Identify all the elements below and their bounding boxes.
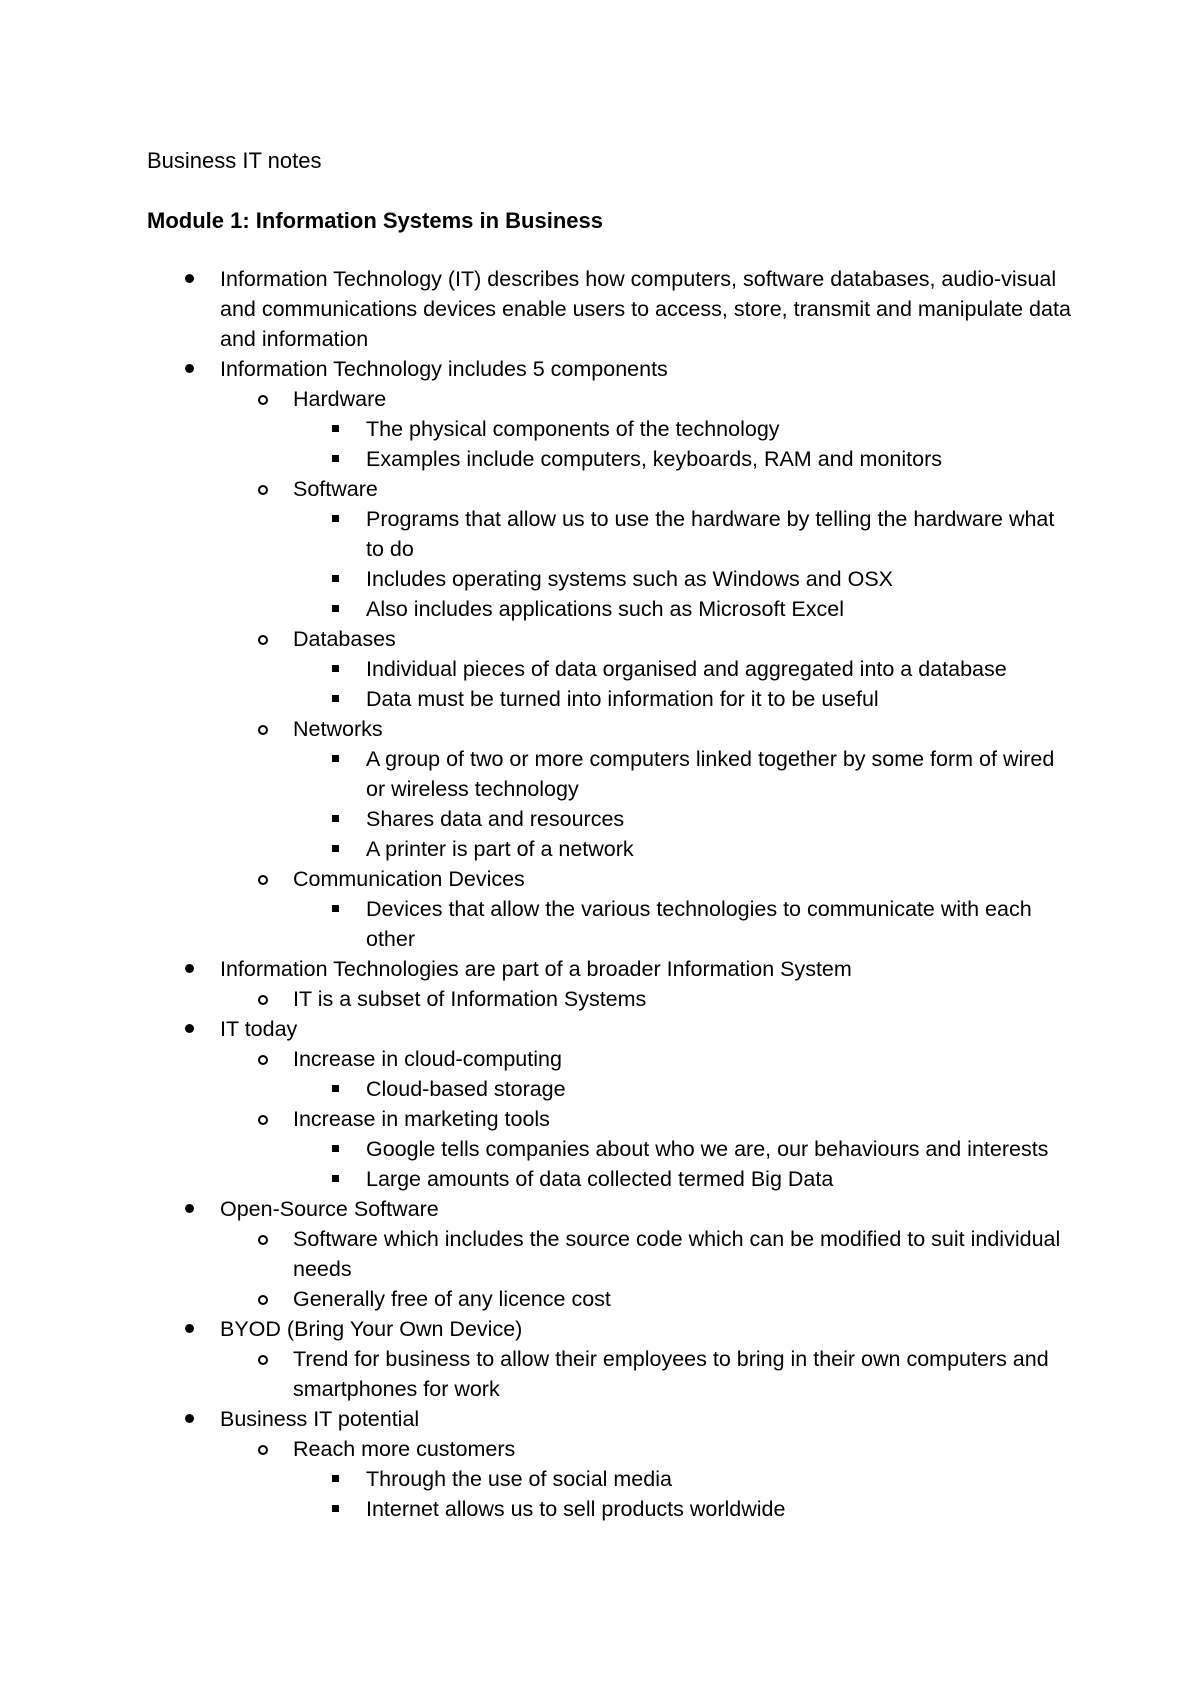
outline-item-level-3 [147,504,1077,564]
outline-item-level-1 [147,1404,1077,1434]
outline-item-text: Generally free of any licence cost [293,1287,611,1311]
outline-item-text: Communication Devices [293,867,525,891]
square-bullet-icon [328,564,348,594]
outline-item-level-2 [147,624,1077,654]
outline-item-text: Shares data and resources [366,807,625,831]
hollow-bullet-icon [255,864,275,894]
outline-item-level-1 [147,954,1077,984]
outline-item-text: Examples include computers, keyboards, RAM and monitors [366,447,942,471]
hollow-bullet-icon [255,1344,275,1374]
outline-item-text: Google tells companies about who we are, our behaviours and interests [366,1137,1049,1161]
outline-item-level-2 [147,474,1077,504]
outline-item-level-3 [147,1494,1077,1524]
outline-item-text: Data must be turned into information for it to be useful [366,687,879,711]
outline-item-text: Programs that allow us to use the hardware by telling the hardware what to do [366,507,1055,561]
hollow-bullet-icon [255,714,275,744]
outline-item-text: The physical components of the technology [366,417,780,441]
outline-item-text: Open-Source Software [220,1197,439,1221]
outline-item-level-2 [147,1434,1077,1464]
outline-item-level-1 [147,354,1077,384]
outline-item-level-3 [147,834,1077,864]
outline-item-text: Software which includes the source code which can be modified to suit individual needs [293,1227,1061,1281]
outline-item-text: Software [293,477,378,501]
outline-item-text: Devices that allow the various technologies to communicate with each other [366,897,1032,951]
outline-item-level-2 [147,984,1077,1014]
outline-item-level-2 [147,384,1077,414]
hollow-bullet-icon [255,1044,275,1074]
square-bullet-icon [328,444,348,474]
hollow-bullet-icon [255,1434,275,1464]
outline-item-text: Reach more customers [293,1437,516,1461]
outline-item-level-3 [147,444,1077,474]
filled-bullet-icon [182,1404,202,1434]
outline-item-level-3 [147,594,1077,624]
square-bullet-icon [328,1494,348,1524]
filled-bullet-icon [182,354,202,384]
outline-item-level-2 [147,1044,1077,1074]
hollow-bullet-icon [255,984,275,1014]
outline-item-level-2 [147,1284,1077,1314]
outline-item-text: Increase in marketing tools [293,1107,550,1131]
hollow-bullet-icon [255,384,275,414]
outline-item-level-3 [147,564,1077,594]
outline-item-level-3 [147,804,1077,834]
outline-item-text: A printer is part of a network [366,837,634,861]
outline-item-text: Information Technologies are part of a broader Information System [220,957,852,981]
hollow-bullet-icon [255,1224,275,1254]
outline-item-level-2 [147,1344,1077,1404]
outline-item-text: Individual pieces of data organised and aggregated into a database [366,657,1007,681]
outline-item-text: Also includes applications such as Microsoft Excel [366,597,844,621]
outline-item-text: Through the use of social media [366,1467,672,1491]
filled-bullet-icon [182,1014,202,1044]
outline-item-text: Includes operating systems such as Windows and OSX [366,567,894,591]
outline-item-level-3 [147,744,1077,804]
outline-item-level-3 [147,414,1077,444]
square-bullet-icon [328,654,348,684]
outline-item-text: Networks [293,717,383,741]
outline-item-text: Databases [293,627,396,651]
outline-item-text: Information Technology includes 5 components [220,357,668,381]
square-bullet-icon [328,1164,348,1194]
outline-item-level-3 [147,1134,1077,1164]
outline-item-level-2 [147,714,1077,744]
square-bullet-icon [328,1134,348,1164]
outline-item-text: Business IT potential [220,1407,420,1431]
outline-item-text: Hardware [293,387,387,411]
outline-item-text: Trend for business to allow their employees to bring in their own computers and smartphones for work [293,1347,1049,1401]
outline-item-text: Increase in cloud-computing [293,1047,562,1071]
outline-item-text: Internet allows us to sell products worldwide [366,1497,786,1521]
outline-item-level-1 [147,1314,1077,1344]
outline-item-level-3 [147,1074,1077,1104]
square-bullet-icon [328,834,348,864]
outline-item-text: IT is a subset of Information Systems [293,987,647,1011]
outline-item-level-1 [147,264,1077,354]
square-bullet-icon [328,414,348,444]
hollow-bullet-icon [255,624,275,654]
filled-bullet-icon [182,1194,202,1224]
square-bullet-icon [328,744,348,774]
outline-item-text: Large amounts of data collected termed Big Data [366,1167,834,1191]
document-title: Business IT notes [147,148,322,173]
square-bullet-icon [328,684,348,714]
hollow-bullet-icon [255,474,275,504]
outline-item-text: Information Technology (IT) describes how computers, software databases, audio-visual and communications devices enable users to access, store, transmit and manipulate data and information [220,267,1071,351]
outline-item-level-3 [147,684,1077,714]
outline-item-level-3 [147,1164,1077,1194]
outline-item-level-1 [147,1194,1077,1224]
filled-bullet-icon [182,954,202,984]
square-bullet-icon [328,594,348,624]
square-bullet-icon [328,804,348,834]
hollow-bullet-icon [255,1104,275,1134]
filled-bullet-icon [182,1314,202,1344]
outline-item-level-2 [147,1224,1077,1284]
outline-item-text: IT today [220,1017,298,1041]
square-bullet-icon [328,1074,348,1104]
filled-bullet-icon [182,264,202,294]
module-heading: Module 1: Information Systems in Business [147,208,603,233]
square-bullet-icon [328,894,348,924]
outline-item-level-3 [147,654,1077,684]
outline-item-text: Cloud-based storage [366,1077,566,1101]
outline-item-level-1 [147,1014,1077,1044]
outline-item-text: BYOD (Bring Your Own Device) [220,1317,523,1341]
notes-outline [147,264,1077,1524]
outline-item-text: A group of two or more computers linked together by some form of wired or wireless technology [366,747,1055,801]
outline-item-level-3 [147,1464,1077,1494]
outline-item-level-2 [147,864,1077,894]
outline-item-level-2 [147,1104,1077,1134]
hollow-bullet-icon [255,1284,275,1314]
square-bullet-icon [328,504,348,534]
square-bullet-icon [328,1464,348,1494]
outline-item-level-3 [147,894,1077,954]
